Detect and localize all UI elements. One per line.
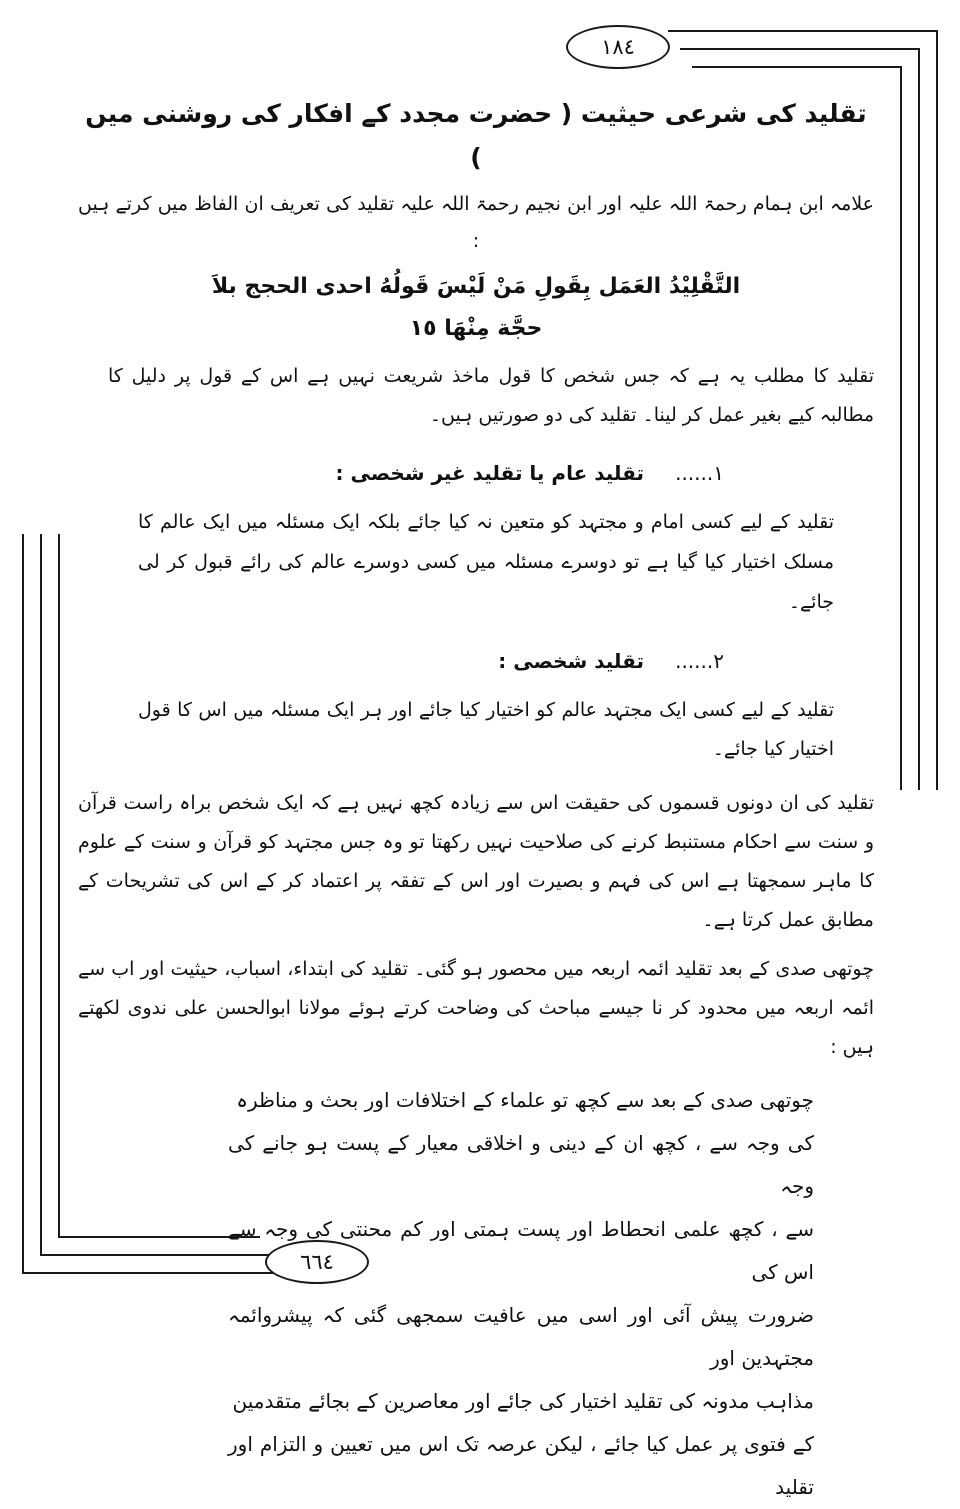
arabic-quotation-line-2: حجَّة مِنْهَا ١٥ bbox=[409, 316, 543, 342]
block-quotation bbox=[228, 1079, 814, 1509]
paragraph-two: تقلید کی ان دونوں قسموں کی حقیقت اس سے زیادہ کچھ نہیں ہے کہ ایک شخص براہ راست قرآن و سنت سے احکام مستنبط کرنے کی صلاحیت نہیں رکھتا تو وہ جس مجتہد کو قرآن و سنت کے علوم کا ماہر سمجھتا ہے اس کی فہم و بصیرت اور اس کے تفقہ پر اعتماد کر کے اس کی تشریحات کے مطابق عمل کرتا ہے۔ bbox=[78, 792, 874, 932]
frame-line-left-middle bbox=[40, 534, 42, 1256]
quote-line: ضرورت پیش آئی اور اسی میں عافیت سمجھی گئی کہ پیشروائمہ مجتہدین اور bbox=[228, 1302, 814, 1370]
list-body-1: تقلید کے لیے کسی امام و مجتہد کو متعین نہ کیا جائے بلکہ ایک مسئلہ میں ایک عالم کا مسلک اختیار کیا گیا ہے تو دوسرے مسئلہ میں کسی دوسرے عالم کی رائے قبول کر لی جائے۔ bbox=[138, 510, 834, 613]
list-heading-text-2: تقلید شخصی : bbox=[498, 648, 644, 673]
frame-line-left-outer bbox=[22, 534, 24, 1274]
frame-line-right-middle bbox=[918, 48, 920, 790]
quote-line: مذاہب مدونہ کی تقلید اختیار کی جائے اور معاصرین کے بجائے متقدمین bbox=[232, 1388, 814, 1413]
quote-line: چوتھی صدی کے بعد سے کچھ تو علماء کے اختلافات اور بحث و مناظرہ bbox=[236, 1087, 814, 1112]
page-title: تقلید کی شرعی حیثیت ( حضرت مجدد کے افکار کی روشنی میں ) bbox=[85, 99, 867, 172]
frame-line-top-middle bbox=[680, 48, 920, 50]
quote-line: کی وجہ سے ، کچھ ان کے دینی و اخلاقی معیار کے پست ہو جانے کی وجہ bbox=[228, 1130, 814, 1198]
arabic-quotation-line-1: التَّقْلِيْدُ العَمَل بِقَولِ مَنْ لَيْسَ قَولُهُ احدى الحجج بلاَ bbox=[211, 273, 741, 299]
list-marker-1: ١...... bbox=[675, 460, 724, 485]
frame-line-right-inner bbox=[900, 66, 902, 790]
frame-line-left-inner bbox=[58, 534, 60, 1238]
frame-line-top-outer bbox=[668, 30, 938, 32]
list-heading-text-1: تقلید عام یا تقلید غیر شخصی : bbox=[335, 460, 644, 485]
paragraph-three: چوتھی صدی کے بعد تقلید ائمہ اربعہ میں محصور ہو گئی۔ تقلید کی ابتداء، اسباب، حیثیت اور اب سے ائمہ اربعہ میں محدود کر نا جیسے مباحث کی وضاحت کرتے ہوئے مولانا ابوالحسن علی ندوی لکھتے ہیں : bbox=[78, 958, 874, 1058]
list-marker-2: ٢...... bbox=[675, 648, 724, 673]
list-item-heading-2 bbox=[78, 641, 874, 681]
quote-line: کے فتوی پر عمل کیا جائے ، لیکن عرصہ تک اس میں تعیین و التزام اور تقلید bbox=[228, 1431, 814, 1499]
paragraph-definition: تقلید کا مطلب یہ ہے کہ جس شخص کا قول ماخذ شریعت نہیں ہے اس کے قول پر دلیل کا مطالبہ کیے بغیر عمل کر لینا۔ تقلید کی دو صورتیں ہیں۔ bbox=[108, 364, 874, 426]
frame-line-right-outer bbox=[936, 30, 938, 790]
frame-line-top-inner bbox=[692, 66, 902, 68]
list-item-heading-1 bbox=[78, 453, 874, 493]
page-number-bottom: ٦٦٤ bbox=[265, 1240, 369, 1284]
quote-line: سے ، کچھ علمی انحطاط اور پست ہمتی اور کم محنتی کی وجہ سے اس کی bbox=[228, 1216, 814, 1284]
page-number-top: ١٨٤ bbox=[566, 25, 670, 69]
list-body-2: تقلید کے لیے کسی ایک مجتہد عالم کو اختیار کیا جائے اور ہر ایک مسئلہ میں اس کا قول اختیار کیا جائے۔ bbox=[138, 698, 834, 761]
document-body bbox=[78, 92, 874, 1509]
lead-paragraph: علامہ ابن ہمام رحمۃ اللہ علیہ اور ابن نجیم رحمۃ اللہ علیہ تقلید کی تعریف ان الفاظ میں کرتے ہیں : bbox=[78, 192, 874, 252]
